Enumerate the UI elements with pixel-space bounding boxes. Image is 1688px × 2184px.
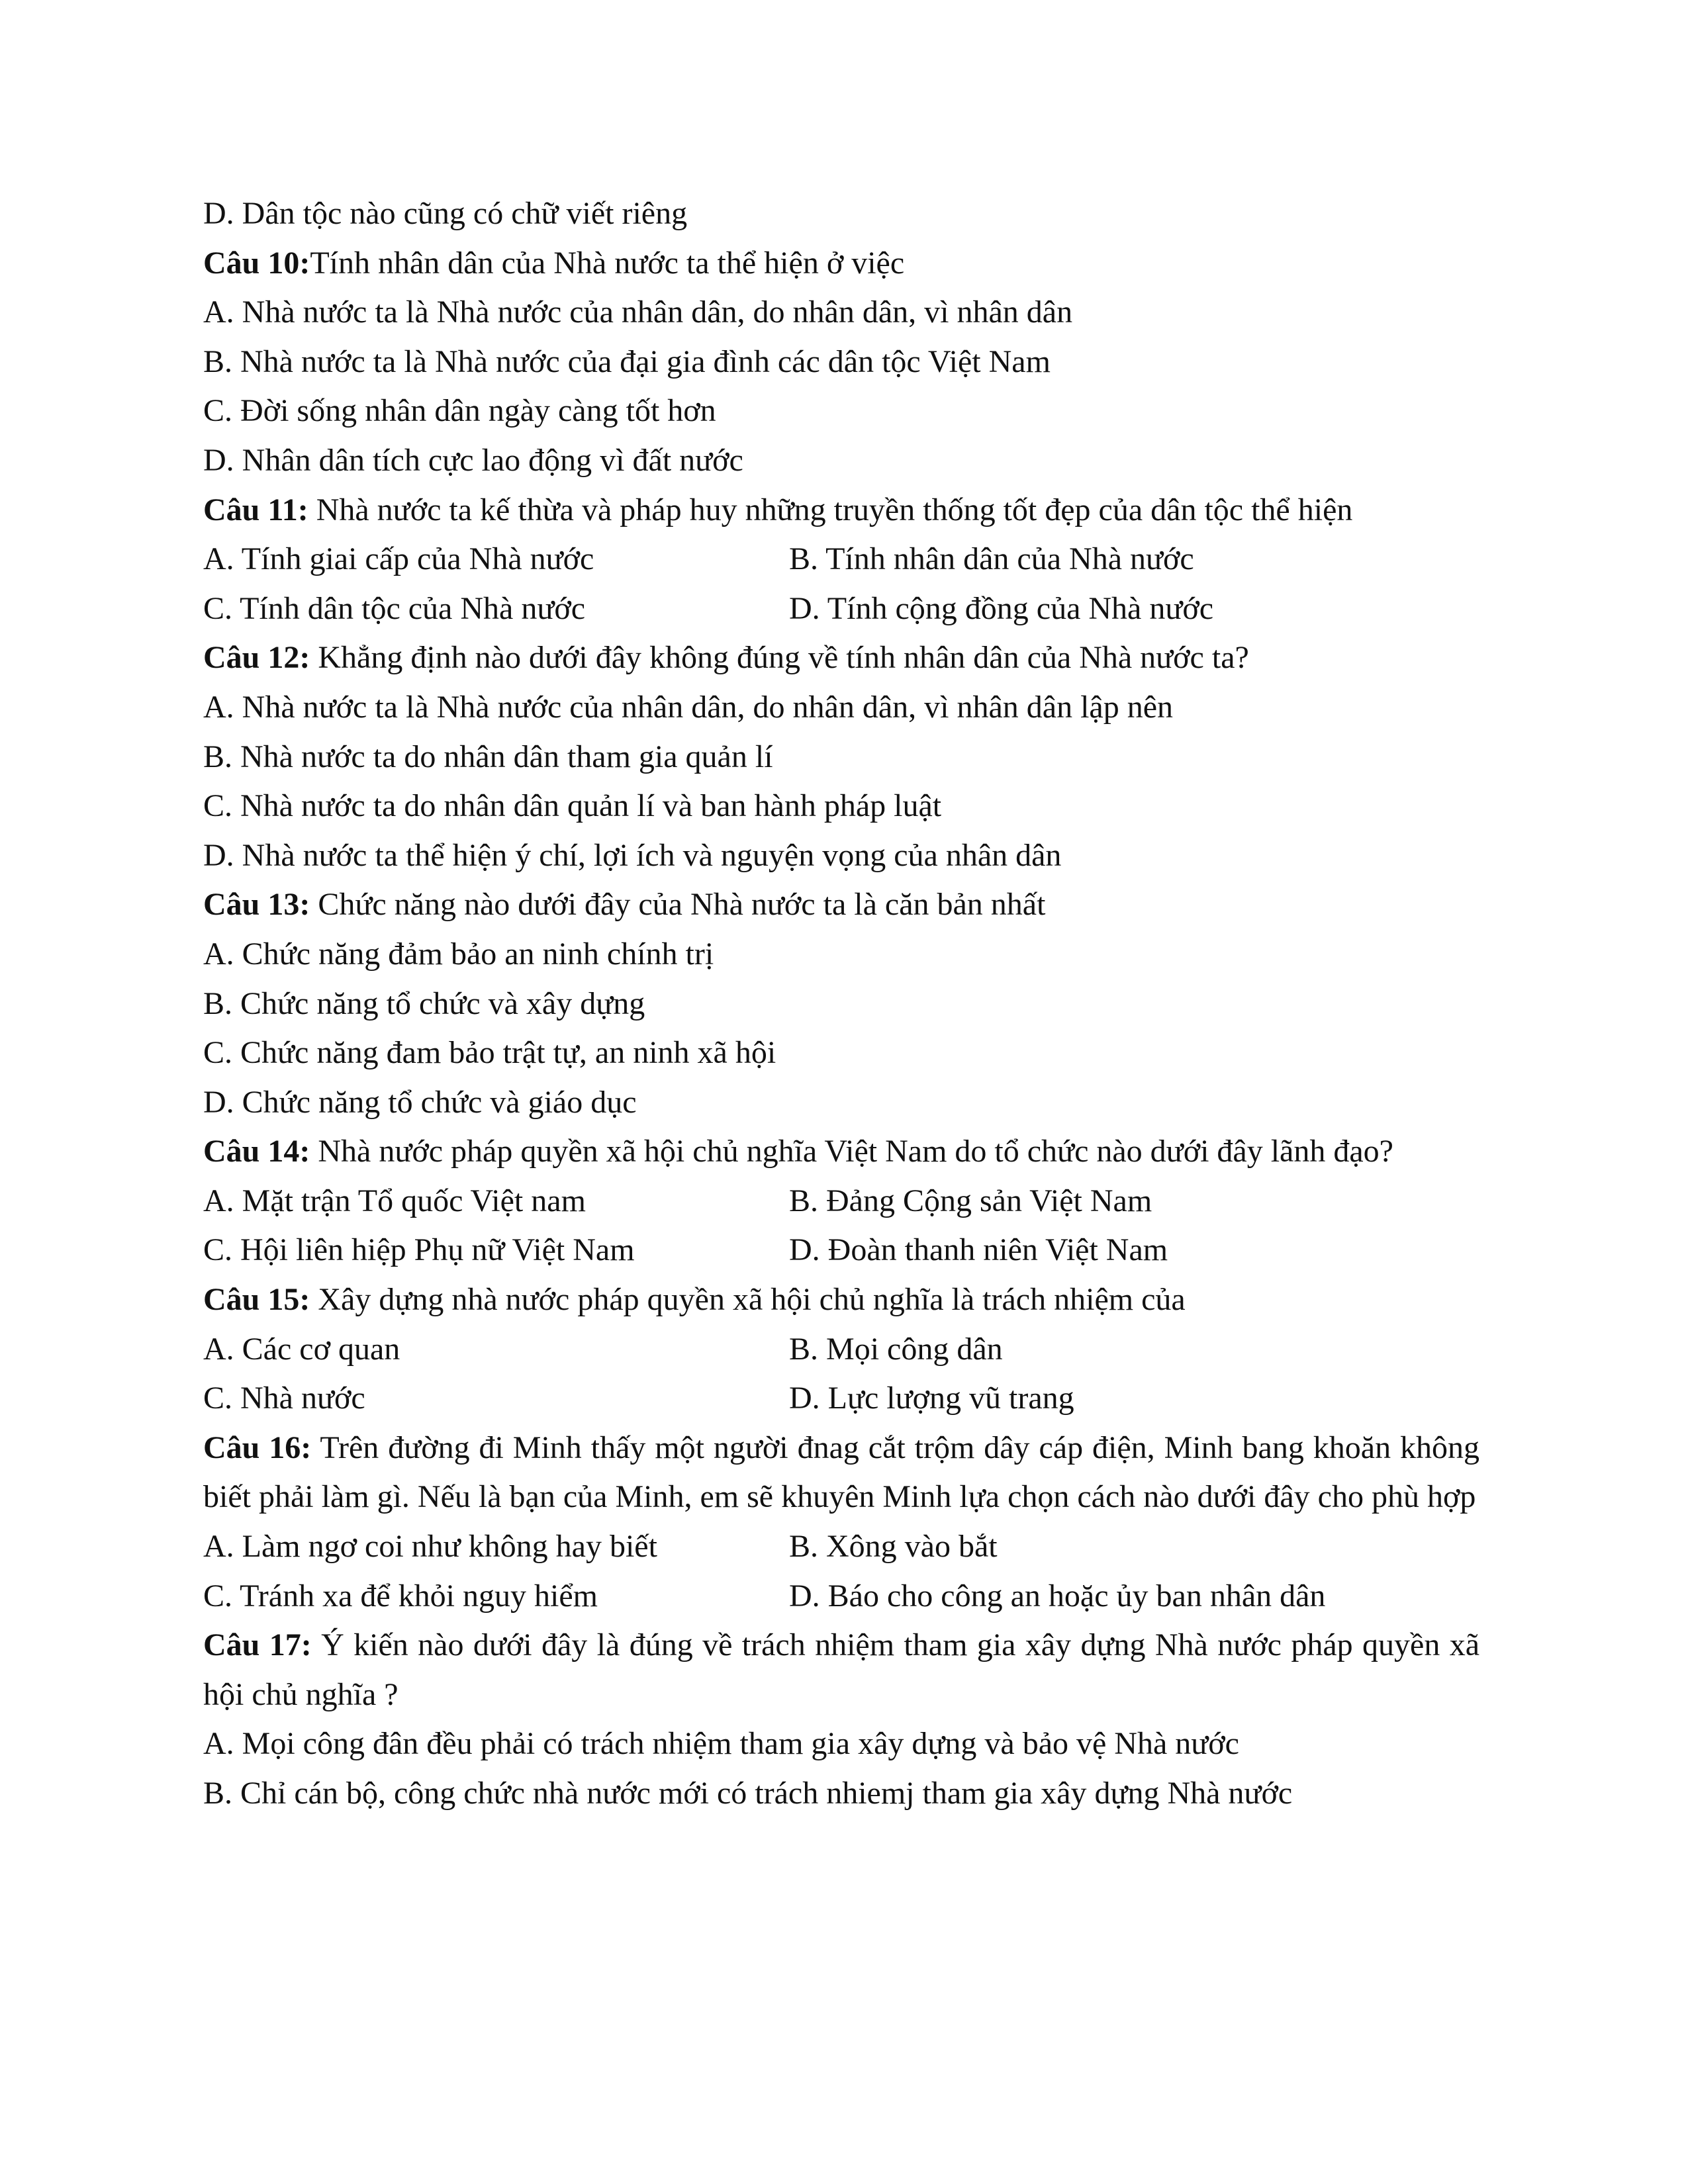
q11-options-row-2 [203,584,1479,634]
question-text: Tính nhân dân của Nhà nước ta thể hiện ở việc [310,245,905,281]
q10-option-d: D. Nhân dân tích cực lao động vì đất nước [203,442,743,478]
question-15 [203,1275,1479,1325]
question-label: Câu 11: [203,492,308,527]
q9-option-d: D. Dân tộc nào cũng có chữ viết riêng [203,196,688,231]
q14-options-row-2 [203,1226,1479,1275]
q15-options-row-2 [203,1374,1479,1424]
question-label: Câu 17: [203,1627,312,1663]
exam-page [203,189,1479,1819]
question-text: Nhà nước pháp quyền xã hội chủ nghĩa Việt Nam do tổ chức nào dưới đây lãnh đạo? [310,1134,1393,1169]
question-text: Trên đường đi Minh thấy một người đnag cắt trộm dây cáp điện, Minh bang khoăn không biết phải làm gì. Nếu là bạn của Minh, em sẽ khuyên Minh lựa chọn cách nào dưới đây cho phù hợp [203,1430,1480,1515]
q16-option-d: D. Báo cho công an hoặc ủy ban nhân dân [789,1578,1326,1614]
q16-options-row-2 [203,1572,1479,1621]
q15-option-c: C. Nhà nước [203,1381,365,1416]
q11-option-d: D. Tính cộng đồng của Nhà nước [789,590,1214,626]
question-label: Câu 16: [203,1430,312,1465]
q14-option-b: B. Đảng Cộng sản Việt Nam [789,1183,1152,1218]
q12-option-d: D. Nhà nước ta thể hiện ý chí, lợi ích và nguyện vọng của nhân dân [203,837,1062,873]
q14-option-a: A. Mặt trận Tổ quốc Việt nam [203,1183,586,1218]
q16-option-b: B. Xông vào bắt [789,1529,998,1565]
q10-option-c: C. Đời sống nhân dân ngày càng tốt hơn [203,393,716,429]
q13-option-c: C. Chức năng đam bảo trật tự, an ninh xã hội [203,1035,776,1071]
question-text: Chức năng nào dưới đây của Nhà nước ta là căn bản nhất [310,887,1046,923]
q12-option-a: A. Nhà nước ta là Nhà nước của nhân dân, do nhân dân, vì nhân dân lập nên [203,689,1174,725]
question-label: Câu 12: [203,640,310,676]
q14-option-d: D. Đoàn thanh niên Việt Nam [789,1232,1168,1268]
question-text: Xây dựng nhà nước pháp quyền xã hội chủ nghĩa là trách nhiệm của [310,1282,1186,1318]
question-text: Ý kiến nào dưới đây là đúng về trách nhiệm tham gia xây dựng Nhà nước pháp quyền xã hội chủ nghĩa ? [203,1627,1480,1712]
q11-option-c: C. Tính dân tộc của Nhà nước [203,590,586,626]
question-13 [203,880,1479,930]
q15-options-row-1 [203,1325,1479,1375]
q17-option-a: A. Mọi công đân đều phải có trách nhiệm tham gia xây dựng và bảo vệ Nhà nước [203,1726,1239,1762]
question-17 [203,1621,1479,1719]
q15-option-d: D. Lực lượng vũ trang [789,1381,1074,1416]
question-16 [203,1424,1479,1522]
question-text: Khẳng định nào dưới đây không đúng về tính nhân dân của Nhà nước ta? [310,640,1249,676]
question-11 [203,486,1479,535]
q16-option-c: C. Tránh xa để khỏi nguy hiểm [203,1578,598,1614]
question-12 [203,633,1479,683]
q13-option-d: D. Chức năng tổ chức và giáo dục [203,1084,637,1120]
q14-option-c: C. Hội liên hiệp Phụ nữ Việt Nam [203,1232,635,1268]
question-10 [203,239,1479,289]
q11-options-row-1 [203,535,1479,584]
q17-option-b: B. Chỉ cán bộ, công chức nhà nước mới có trách nhiemj tham gia xây dựng Nhà nước [203,1776,1293,1811]
q11-option-b: B. Tính nhân dân của Nhà nước [789,541,1194,577]
question-label: Câu 10: [203,245,310,281]
q15-option-a: A. Các cơ quan [203,1331,400,1367]
question-text: Nhà nước ta kế thừa và pháp huy những truyền thống tốt đẹp của dân tộc thể hiện [308,492,1353,527]
question-label: Câu 14: [203,1134,310,1169]
q13-option-b: B. Chức năng tổ chức và xây dựng [203,985,645,1021]
q11-option-a: A. Tính giai cấp của Nhà nước [203,541,594,577]
q10-option-a: A. Nhà nước ta là Nhà nước của nhân dân, do nhân dân, vì nhân dân [203,295,1073,330]
q12-option-c: C. Nhà nước ta do nhân dân quản lí và ban hành pháp luật [203,788,942,824]
q10-option-b: B. Nhà nước ta là Nhà nước của đại gia đình các dân tộc Việt Nam [203,343,1051,379]
q14-options-row-1 [203,1177,1479,1226]
question-label: Câu 13: [203,887,310,923]
q12-option-b: B. Nhà nước ta do nhân dân tham gia quản lí [203,739,773,774]
question-label: Câu 15: [203,1282,310,1318]
q15-option-b: B. Mọi công dân [789,1331,1003,1367]
question-14 [203,1127,1479,1177]
q13-option-a: A. Chức năng đảm bảo an ninh chính trị [203,936,714,972]
q16-option-a: A. Làm ngơ coi như không hay biết [203,1529,657,1565]
q16-options-row-1 [203,1522,1479,1572]
